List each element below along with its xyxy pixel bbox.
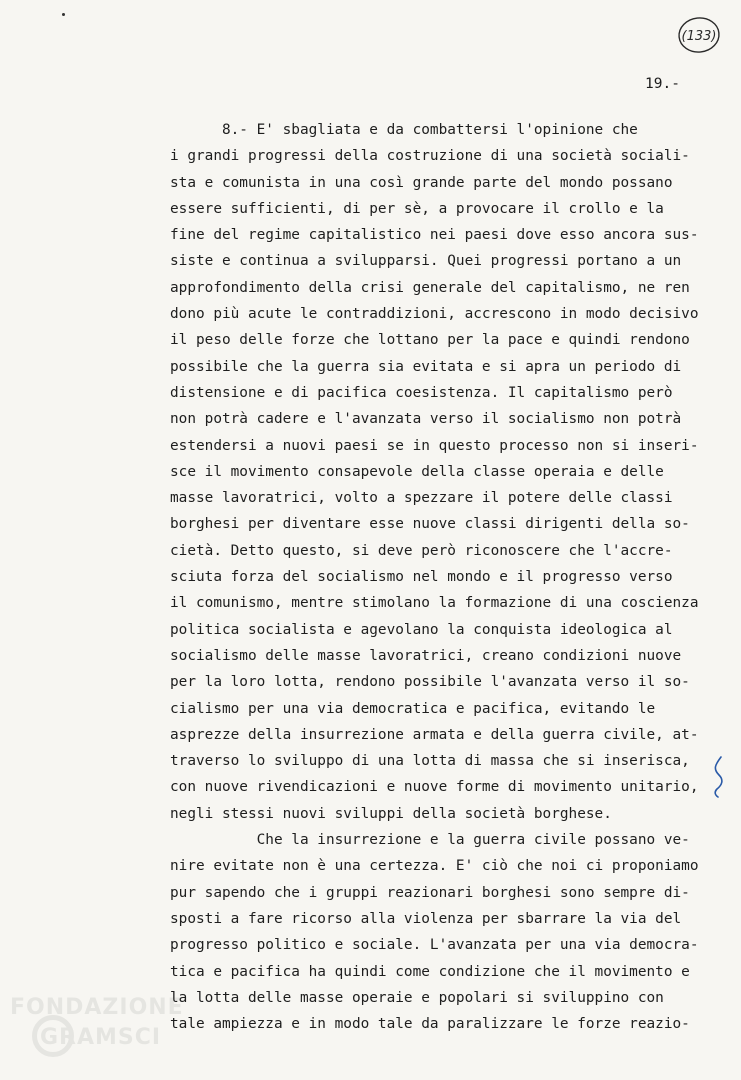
foundation-watermark <box>10 995 184 1070</box>
text-line: la lotta delle masse operaie e popolari si sviluppino con <box>170 989 664 1006</box>
text-line: negli stessi nuovi sviluppi della società borghese. <box>170 805 612 822</box>
watermark-line-1: FONDAZIONE <box>10 995 184 1020</box>
text-line: sce il movimento consapevole della classe operaia e delle <box>170 463 664 480</box>
text-line: con nuove rivendicazioni e nuove forme di movimento unitario, <box>170 779 699 796</box>
text-line: asprezze della insurrezione armata e della guerra civile, at- <box>170 726 699 743</box>
text-line: estendersi a nuovi paesi se in questo processo non si inseri- <box>170 437 699 454</box>
text-line: 8.- E' sbagliata e da combattersi l'opinione che <box>170 122 638 138</box>
watermark-line-2: GRAMSCI <box>40 1025 162 1050</box>
text-line: borghesi per diventare esse nuove classi dirigenti della so- <box>170 516 690 533</box>
text-line: sposti a fare ricorso alla violenza per sbarrare la via del <box>170 910 682 927</box>
text-line: masse lavoratrici, volto a spezzare il potere delle classi <box>170 490 673 507</box>
text-line: traverso lo sviluppo di una lotta di massa che si inserisca, <box>170 753 690 770</box>
text-line: politica socialista e agevolano la conquista ideologica al <box>170 621 673 638</box>
text-line: fine del regime capitalistico nei paesi dove esso ancora sus- <box>170 227 699 244</box>
text-line: cialismo per una via democratica e pacifica, evitando le <box>170 700 656 717</box>
text-line: dono più acute le contraddizioni, accrescono in modo decisivo <box>170 306 699 323</box>
text-line: progresso politico e sociale. L'avanzata per una via democra- <box>170 937 699 954</box>
text-line: sta e comunista in una così grande parte del mondo possano <box>170 174 673 191</box>
text-line: per la loro lotta, rendono possibile l'avanzata verso il so- <box>170 674 690 691</box>
text-line: il peso delle forze che lottano per la pace e quindi rendono <box>170 332 690 349</box>
text-line: essere sufficienti, di per sè, a provocare il crollo e la <box>170 200 664 217</box>
text-line: pur sapendo che i gruppi reazionari borghesi sono sempre di- <box>170 884 690 901</box>
text-line: tica e pacifica ha quindi come condizione che il movimento e <box>170 963 690 980</box>
page-number: 19.- <box>645 76 680 92</box>
text-line: cietà. Detto questo, si deve però riconoscere che l'accre- <box>170 542 673 559</box>
archive-stamp-number <box>676 14 722 56</box>
text-line: nire evitate non è una certezza. E' ciò che noi ci proponiamo <box>170 858 699 875</box>
text-line: tale ampiezza e in modo tale da paralizzare le forze reazio- <box>170 1016 690 1033</box>
text-line: possibile che la guerra sia evitata e si apra un periodo di <box>170 358 682 375</box>
typed-body-text <box>170 117 730 1037</box>
stamp-text: (133) <box>681 29 717 44</box>
text-line: siste e continua a svilupparsi. Quei progressi portano a un <box>170 253 682 270</box>
text-line: non potrà cadere e l'avanzata verso il socialismo non potrà <box>170 411 682 428</box>
text-line: approfondimento della crisi generale del capitalismo, ne ren <box>170 279 690 296</box>
text-line: distensione e di pacifica coesistenza. Il capitalismo però <box>170 384 673 401</box>
text-line: i grandi progressi della costruzione di una società sociali- <box>170 148 690 165</box>
stamp-oval-icon <box>676 14 722 56</box>
text-line: il comunismo, mentre stimolano la formazione di una coscienza <box>170 595 699 612</box>
text-line: Che la insurrezione e la guerra civile possano ve- <box>170 832 690 849</box>
pen-squiggle-icon <box>709 755 729 799</box>
text-line: sciuta forza del socialismo nel mondo e il progresso verso <box>170 569 673 586</box>
ink-speck <box>62 13 65 16</box>
handwritten-margin-mark <box>709 755 729 799</box>
text-line: socialismo delle masse lavoratrici, creano condizioni nuove <box>170 647 682 664</box>
